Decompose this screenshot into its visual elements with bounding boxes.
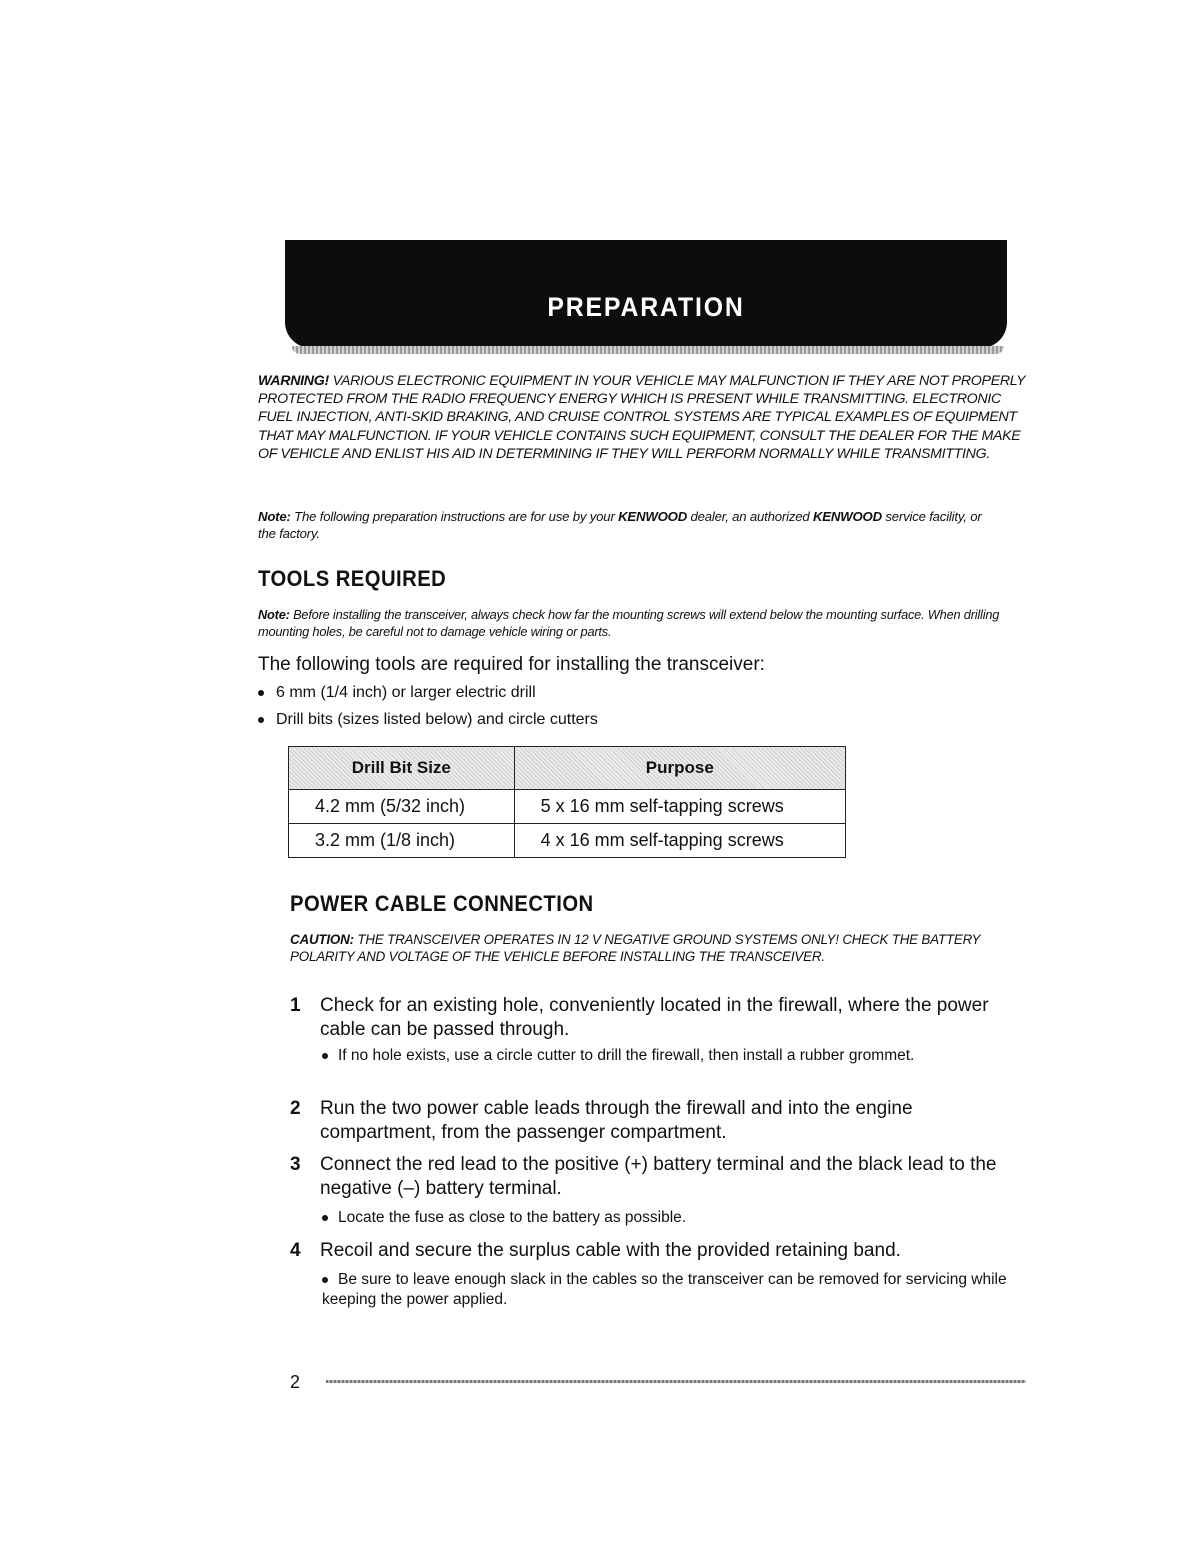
- table-row: [289, 824, 846, 858]
- step-4: [290, 1239, 1010, 1263]
- step-sub-text: Be sure to leave enough slack in the cables so the transceiver can be removed for servicing while keeping the power applied.: [322, 1271, 1007, 1308]
- note-text-3: service facility, or the factory.: [258, 509, 982, 541]
- step-sub-text: Locate the fuse as close to the battery as possible.: [338, 1209, 687, 1226]
- bullet-icon: [322, 1277, 328, 1283]
- step-3: [290, 1153, 1020, 1201]
- caution-block: [290, 931, 1010, 965]
- step-3-sub: [322, 1208, 1002, 1228]
- brand-name: KENWOOD: [812, 509, 882, 524]
- caution-label: CAUTION:: [290, 932, 354, 947]
- caution-text: THE TRANSCEIVER OPERATES IN 12 V NEGATIVE GROUND SYSTEMS ONLY! CHECK THE BATTERY POLARITY AND VOLTAGE OF THE VEHICLE BEFORE INSTALLING THE TRANSCEIVER.: [290, 932, 981, 964]
- step-text: Run the two power cable leads through the firewall and into the engine compartment, from the passenger compartment.: [320, 1098, 913, 1143]
- tools-note: [258, 606, 1018, 640]
- tools-required-heading: TOOLS REQUIRED: [258, 566, 447, 591]
- table-header-row: [289, 747, 846, 790]
- table-cell: 4.2 mm (5/32 inch): [289, 790, 515, 824]
- step-text: Connect the red lead to the positive (+) battery terminal and the black lead to the negative (–) battery terminal.: [320, 1154, 997, 1199]
- table-header-drill-bit-size: Drill Bit Size: [289, 747, 515, 790]
- warning-label: WARNING!: [258, 373, 329, 389]
- list-item: [258, 711, 598, 729]
- tools-note-text: Before installing the transceiver, always check how far the mounting screws will extend below the mounting surface. When drilling mounting holes, be careful not to damage vehicle wiring or parts.: [258, 607, 1000, 639]
- step-number: 3: [290, 1154, 301, 1175]
- step-text: Recoil and secure the surplus cable with the provided retaining band.: [320, 1240, 901, 1261]
- bullet-icon: [322, 1215, 328, 1221]
- step-1: [290, 994, 1010, 1042]
- note-label: Note:: [258, 509, 291, 524]
- bullet-icon: [258, 690, 264, 696]
- brand-name: KENWOOD: [618, 509, 688, 524]
- list-item-text: 6 mm (1/4 inch) or larger electric drill: [276, 684, 536, 701]
- step-2: [290, 1097, 1010, 1145]
- step-4-sub: [322, 1270, 1022, 1310]
- note-text-1: The following preparation instructions are for use by your: [294, 509, 615, 524]
- step-number: 4: [290, 1240, 301, 1261]
- step-text: Check for an existing hole, conveniently located in the firewall, where the power cable can be passed through.: [320, 995, 989, 1040]
- table-cell: 3.2 mm (1/8 inch): [289, 824, 515, 858]
- note-label: Note:: [258, 607, 290, 622]
- list-item-text: Drill bits (sizes listed below) and circle cutters: [276, 711, 598, 728]
- warning-block: [258, 372, 1028, 463]
- step-sub-text: If no hole exists, use a circle cutter to drill the firewall, then install a rubber grommet.: [338, 1047, 915, 1064]
- note-text-2: dealer, an authorized: [690, 509, 810, 524]
- table-cell: 5 x 16 mm self-tapping screws: [514, 790, 845, 824]
- page-number: 2: [290, 1372, 301, 1392]
- bullet-icon: [258, 717, 264, 723]
- table-row: [289, 790, 846, 824]
- page-title: PREPARATION: [547, 292, 745, 322]
- table-header-purpose: Purpose: [514, 747, 845, 790]
- warning-text: VARIOUS ELECTRONIC EQUIPMENT IN YOUR VEHICLE MAY MALFUNCTION IF THEY ARE NOT PROPERLY PROTECTED FROM THE RADIO FREQUENCY ENERGY WHICH IS PRESENT WHILE TRANSMITTING. ELECTRONIC FUEL INJECTION, ANTI-SKID BRAKING, AND CRUISE CONTROL SYSTEMS ARE TYPICAL EXAMPLES OF EQUIPMENT THAT MAY MALFUNCTION. IF YOUR VEHICLE CONTAINS SUCH EQUIPMENT, CONSULT THE DEALER FOR THE MAKE OF VEHICLE AND ENLIST HIS AID IN DETERMINING IF THEY WILL PERFORM NORMALLY WHILE TRANSMITTING.: [258, 373, 1025, 462]
- table-cell: 4 x 16 mm self-tapping screws: [514, 824, 845, 858]
- preparation-note: [258, 508, 998, 542]
- header-banner-shadow: [292, 346, 1004, 354]
- power-cable-heading: POWER CABLE CONNECTION: [290, 891, 594, 916]
- drill-bit-table: [288, 746, 846, 858]
- tools-lead-text: The following tools are required for installing the transceiver:: [258, 654, 765, 675]
- step-1-sub: [322, 1046, 1002, 1066]
- footer-rule: [326, 1380, 1026, 1383]
- step-number: 2: [290, 1098, 301, 1119]
- step-number: 1: [290, 995, 301, 1016]
- list-item: [258, 684, 536, 702]
- bullet-icon: [322, 1053, 328, 1059]
